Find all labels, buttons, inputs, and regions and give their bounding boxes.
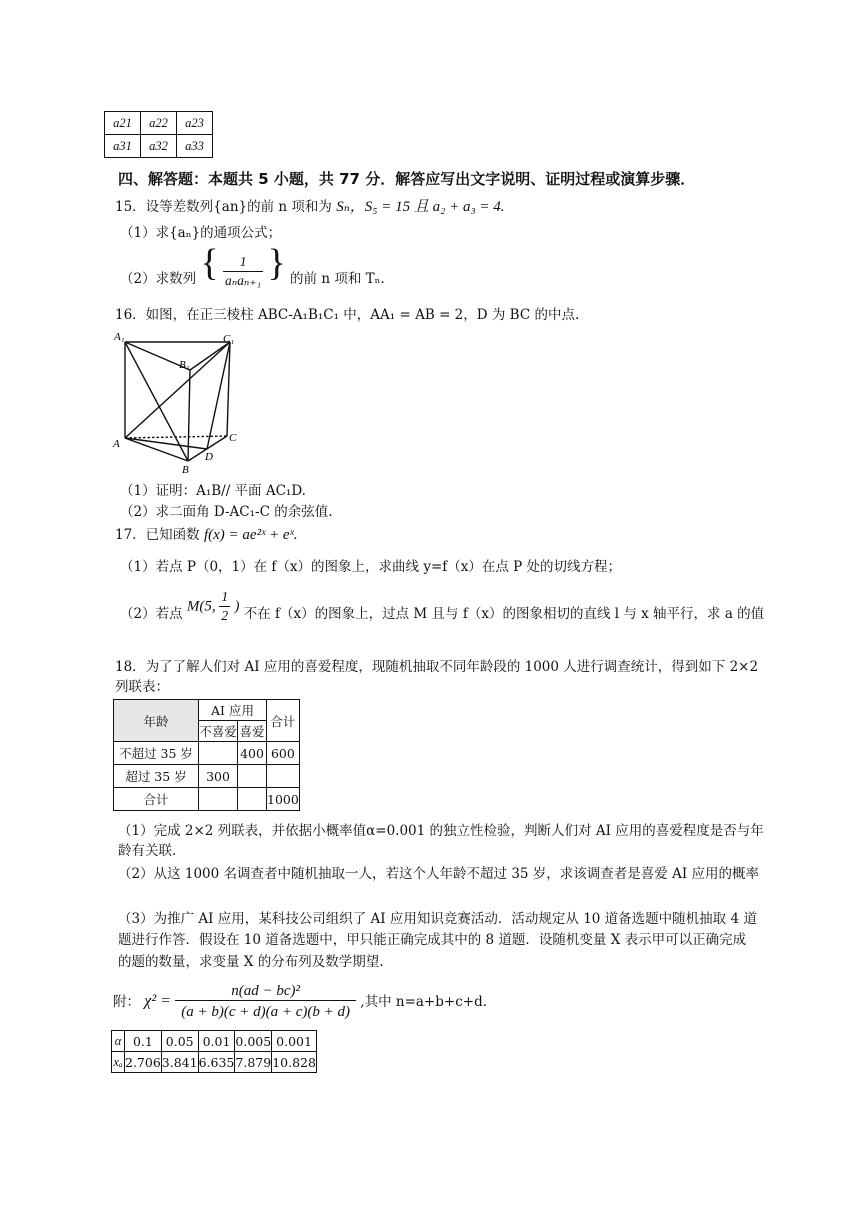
formula-lhs: χ² = xyxy=(144,992,171,1010)
q17-part2-prefix: （2）若点 xyxy=(120,606,183,622)
label-a: A xyxy=(113,438,120,450)
q17-stem-text: 17．已知函数 xyxy=(115,527,200,543)
row-label: 超过 35 岁 xyxy=(114,765,199,788)
matrix-cell: a23 xyxy=(177,112,213,135)
alpha-value: 0.05 xyxy=(161,1031,198,1052)
row-label: 不超过 35 岁 xyxy=(114,742,199,765)
row-label: 合计 xyxy=(114,788,199,811)
matrix-cell: a21 xyxy=(105,112,141,135)
matrix-cell: a22 xyxy=(141,112,177,135)
table-row xyxy=(114,742,300,765)
alpha-label: α xyxy=(112,1031,125,1052)
q17-part2 xyxy=(120,588,764,625)
q16-stem: 16．如图，在正三棱柱 ABC-A₁B₁C₁ 中，AA₁ = AB = 2，D 为 BC 的中点. xyxy=(115,307,580,323)
cell-dislike xyxy=(199,742,238,765)
label-c1: C₁ xyxy=(223,333,235,345)
alpha-value: 0.005 xyxy=(235,1031,272,1052)
matrix-row xyxy=(105,135,213,158)
section-heading: 四、解答题：本题共 5 小题，共 77 分．解答应写出文字说明、证明过程或演算步骤． xyxy=(118,170,696,188)
q18-stem-line2: 列联表： xyxy=(115,679,169,695)
label-d: D xyxy=(205,451,213,463)
table-row xyxy=(114,788,300,811)
q15-frac-den: aₙaₙ₊₁ xyxy=(224,273,262,288)
label-a1: A₁ xyxy=(114,331,125,343)
cell-like xyxy=(238,765,267,788)
q15-part2-prefix: （2）求数列 xyxy=(120,271,197,287)
cell-dislike xyxy=(199,788,238,811)
label-b: B xyxy=(182,464,189,476)
table-row xyxy=(114,700,300,721)
critical-value-table xyxy=(111,1030,317,1073)
x-value: 10.828 xyxy=(272,1052,317,1073)
table-row xyxy=(114,765,300,788)
q17-fraction xyxy=(219,588,230,625)
x-value: 3.841 xyxy=(161,1052,198,1073)
q18-part3-line1: （3）为推广 AI 应用，某科技公司组织了 AI 应用知识竞赛活动．活动规定从 10 道备选题中随机抽取 4 道 xyxy=(118,911,757,927)
dislike-header: 不喜爱 xyxy=(199,721,238,742)
q17-point-close: ) xyxy=(234,598,240,615)
q16-part1: （1）证明：A₁B// 平面 AC₁D. xyxy=(120,483,306,499)
q16-part2: （2）求二面角 D-AC₁-C 的余弦值. xyxy=(120,504,333,520)
q17-stem-math: f(x) = ae²ˣ + eˣ. xyxy=(203,527,298,543)
q17-point-m: M(5, xyxy=(186,598,220,615)
q18-part3-line3: 的题的数量，求变量 X 的分布列及数学期望. xyxy=(118,954,384,970)
ai-header: AI 应用 xyxy=(199,700,267,721)
q18-part1-line2: 龄有关联. xyxy=(118,843,177,859)
q17-frac-num: 1 xyxy=(219,588,230,607)
q18-part2: （2）从这 1000 名调查者中随机抽取一人，若这个人年龄不超过 35 岁，求该调查者是喜爱 AI 应用的概率 xyxy=(118,866,759,882)
table-row xyxy=(112,1052,317,1073)
q18-part3-line2: 题进行作答．假设在 10 道备选题中，甲只能正确完成其中的 8 道题．设随机变量 X 表示甲可以正确完成 xyxy=(118,932,747,948)
like-header: 喜爱 xyxy=(238,721,267,742)
label-b1: B₁ xyxy=(179,359,190,371)
formula-num: n(ad − bc)² xyxy=(175,982,356,1001)
cell-like: 400 xyxy=(238,742,267,765)
x-label: xₐ xyxy=(112,1052,125,1073)
q17-frac-den: 2 xyxy=(221,608,229,623)
cell-like xyxy=(238,788,267,811)
right-brace-icon: } xyxy=(267,242,286,284)
age-header: 年龄 xyxy=(114,700,199,742)
q15-frac-num: 1 xyxy=(223,253,263,272)
label-c: C xyxy=(229,432,237,444)
formula-suffix: ,其中 n=a+b+c+d. xyxy=(360,993,488,1010)
alpha-value: 0.001 xyxy=(272,1031,317,1052)
left-brace-icon: { xyxy=(200,242,219,284)
alpha-value: 0.01 xyxy=(198,1031,235,1052)
x-value: 7.879 xyxy=(235,1052,272,1073)
q17-part1: （1）若点 P（0，1）在 f（x）的图象上，求曲线 y=f（x）在点 P 处的切线方程； xyxy=(120,559,622,575)
q17-part2-suffix: 不在 f（x）的图象上，过点 M 且与 f（x）的图象相切的直线 l 与 x 轴平行，求 a 的值 xyxy=(243,606,765,622)
total-header: 合计 xyxy=(267,700,300,742)
cell-total: 600 xyxy=(267,742,300,765)
matrix-cell: a31 xyxy=(105,135,141,158)
q17-stem xyxy=(115,526,298,544)
cell-total xyxy=(267,765,300,788)
q15-part1: （1）求{aₙ}的通项公式； xyxy=(120,225,282,241)
x-value: 6.635 xyxy=(198,1052,235,1073)
cell-dislike: 300 xyxy=(199,765,238,788)
q15-stem-text: 15．设等差数列{an}的前 n 项和为 xyxy=(115,199,332,215)
matrix-row xyxy=(105,112,213,135)
chi-square-formula xyxy=(113,982,487,1021)
matrix-cell: a32 xyxy=(141,135,177,158)
q15-fraction xyxy=(223,253,263,290)
prism-figure xyxy=(112,330,242,478)
q15-part2-suffix: 的前 n 项和 Tₙ. xyxy=(290,271,385,287)
formula-den: (a + b)(c + d)(a + c)(b + d) xyxy=(181,1004,350,1020)
q15-stem xyxy=(115,198,505,216)
table-row xyxy=(112,1031,317,1052)
q15-stem-math: Sₙ，S₅ = 15 且 a₂ + a₃ = 4. xyxy=(336,199,505,215)
formula-fraction xyxy=(175,982,356,1021)
matrix-cell: a33 xyxy=(177,135,213,158)
q18-stem-line1: 18．为了了解人们对 AI 应用的喜爱程度，现随机抽取不同年龄段的 1000 人进行调查统计，得到如下 2×2 xyxy=(115,659,759,675)
q15-part2 xyxy=(120,244,385,290)
q18-part1-line1: （1）完成 2×2 列联表，并依据小概率值α=0.001 的独立性检验，判断人们对 AI 应用的喜爱程度是否与年 xyxy=(118,823,764,839)
matrix-table xyxy=(104,111,213,158)
alpha-value: 0.1 xyxy=(125,1031,162,1052)
x-value: 2.706 xyxy=(125,1052,162,1073)
appendix-label: 附： xyxy=(113,993,140,1010)
cell-total: 1000 xyxy=(267,788,300,811)
contingency-table xyxy=(113,699,300,811)
